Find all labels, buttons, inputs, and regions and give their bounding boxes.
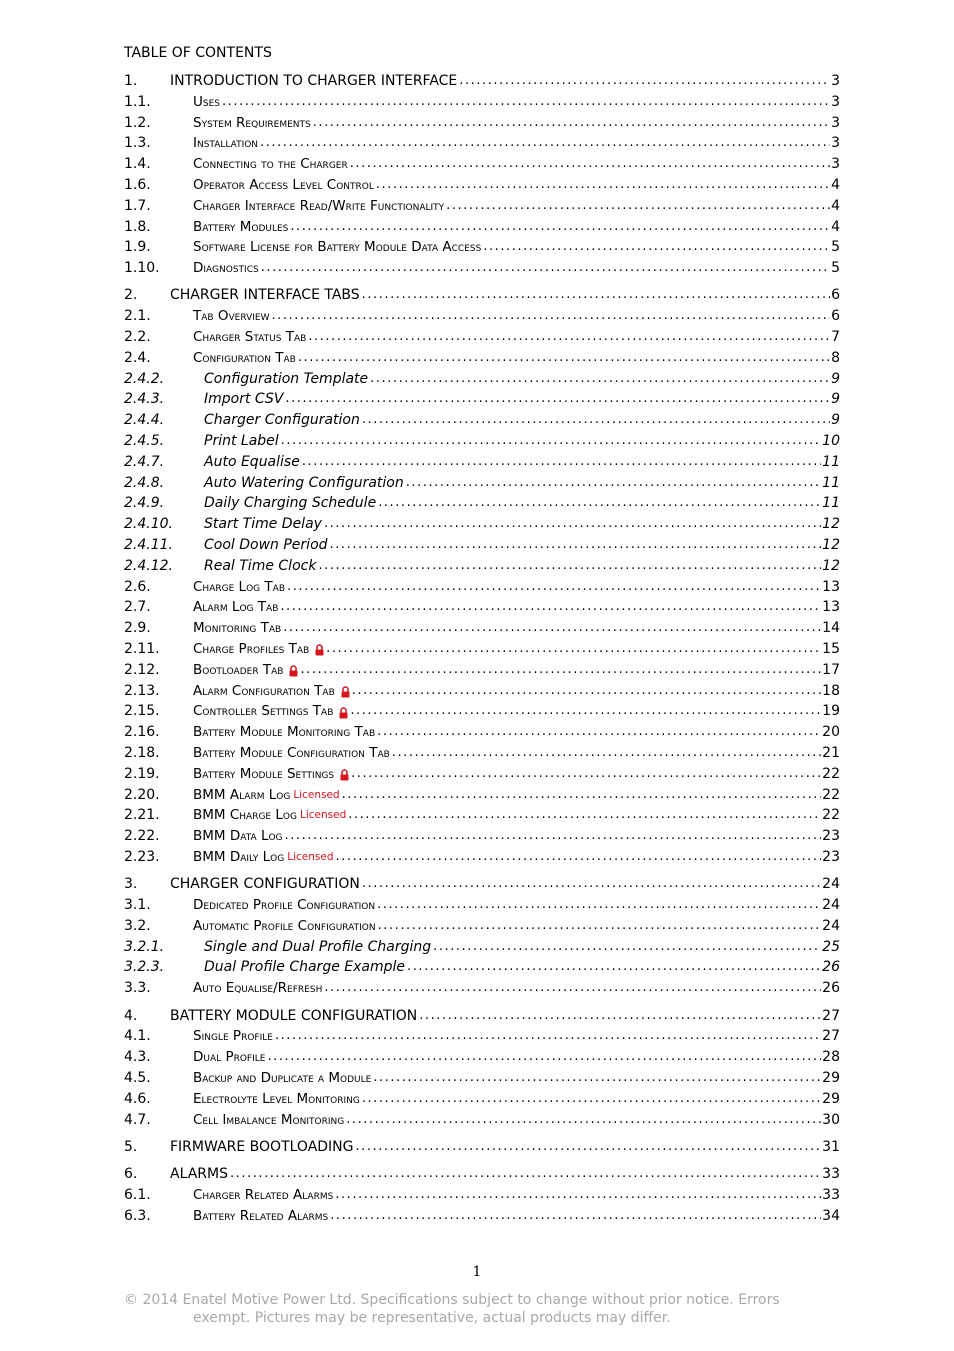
toc-entry[interactable] — [124, 764, 840, 785]
toc-entry[interactable] — [124, 369, 840, 390]
toc-entry-label: Uses — [193, 93, 220, 110]
toc-entry-number: 2.4.10. — [124, 516, 173, 533]
toc-entry-page: 5 — [831, 260, 840, 277]
toc-entry-number: 3.2.3. — [124, 959, 165, 976]
copyright-footer — [124, 1291, 844, 1327]
dot-leader — [283, 618, 821, 639]
dot-leader — [330, 1206, 821, 1227]
toc-entry-number: 2.4.8. — [124, 474, 165, 491]
toc-entry-number: 5. — [124, 1138, 138, 1155]
toc-entry[interactable] — [124, 1006, 840, 1027]
toc-entry-page: 21 — [822, 745, 840, 761]
toc-entry-number: 2.4.11. — [124, 537, 173, 554]
toc-entry[interactable] — [124, 154, 840, 175]
toc-entry-page: 3 — [831, 135, 840, 152]
dot-leader — [346, 1110, 821, 1131]
toc-entry[interactable] — [124, 805, 840, 826]
toc-entry-page: 13 — [822, 599, 840, 616]
toc-entry[interactable] — [124, 514, 840, 535]
toc-entry-number: 2.4. — [124, 349, 151, 366]
dot-leader — [407, 957, 821, 978]
toc-entry[interactable] — [124, 874, 840, 895]
toc-entry[interactable] — [124, 196, 840, 217]
dot-leader — [351, 764, 821, 785]
toc-entry[interactable] — [124, 597, 840, 618]
toc-entry[interactable] — [124, 660, 840, 681]
toc-entry-label: Electrolyte Level Monitoring — [193, 1090, 360, 1107]
toc-entry[interactable] — [124, 701, 840, 722]
toc-entry-label: Charger Interface Read/Write Functionality — [193, 197, 445, 214]
toc-entry[interactable] — [124, 916, 840, 937]
toc-entry[interactable] — [124, 217, 840, 238]
toc-entry-label: INTRODUCTION TO CHARGER INTERFACE — [170, 73, 458, 89]
dot-leader — [362, 410, 830, 431]
toc-entry-number: 1.6. — [124, 176, 151, 193]
toc-entry-label: Auto Equalise/Refresh — [193, 980, 323, 997]
toc-entry-number: 2.11. — [124, 641, 160, 658]
toc-title: TABLE OF CONTENTS — [124, 45, 272, 61]
dot-leader — [222, 92, 830, 113]
toc-entry-page: 24 — [822, 897, 840, 914]
toc-entry-number: 1.3. — [124, 135, 151, 152]
toc-entry-page: 9 — [831, 412, 840, 429]
toc-entry-label: Bootloader Tab — [193, 661, 284, 678]
lock-icon — [289, 663, 298, 675]
toc-entry-number: 4.6. — [124, 1090, 151, 1107]
toc-entry[interactable] — [124, 493, 840, 514]
lock-icon — [339, 705, 348, 717]
dot-leader — [362, 874, 821, 895]
dot-leader — [419, 1006, 821, 1027]
toc-entry-number: 1.8. — [124, 218, 151, 235]
toc-entry-number: 2.4.2. — [124, 370, 165, 387]
dot-leader — [280, 597, 821, 618]
toc-entry-label: Backup and Duplicate a Module — [193, 1069, 372, 1086]
toc-entry-number: 2.20. — [124, 786, 160, 803]
toc-entry-number: 1.1. — [124, 93, 151, 110]
toc-entry-label: Cool Down Period — [204, 537, 328, 554]
toc-entry-page: 5 — [831, 239, 840, 256]
toc-entry-page: 3 — [831, 73, 840, 89]
toc-entry-page: 11 — [822, 495, 840, 512]
toc-entry-label: Print Label — [204, 433, 279, 450]
toc-entry-label: Battery Module Configuration Tab — [193, 745, 390, 761]
toc-entry-label: BMM Data Log — [193, 828, 283, 845]
toc-entry-number: 4.1. — [124, 1028, 151, 1045]
dot-leader — [330, 535, 822, 556]
toc-entry-label: Software License for Battery Module Data Access — [193, 239, 482, 256]
dot-leader — [318, 556, 821, 577]
toc-entry-number: 2.4.5. — [124, 433, 165, 450]
toc-entry-label: Charge Log Tab — [193, 578, 286, 595]
toc-entry[interactable] — [124, 348, 840, 369]
toc-entry-page: 33 — [822, 1186, 840, 1203]
toc-entry-label: Charger Status Tab — [193, 329, 307, 346]
toc-entry-number: 3. — [124, 876, 138, 893]
toc-entry-label: BMM Charge Log — [193, 807, 297, 824]
toc-entry[interactable] — [124, 306, 840, 327]
toc-entry[interactable] — [124, 826, 840, 847]
toc-entry-page: 9 — [831, 370, 840, 387]
lock-icon — [341, 684, 350, 696]
toc-entry-page: 14 — [822, 620, 840, 637]
toc-entry[interactable] — [124, 577, 840, 598]
toc-entry-number: 1.7. — [124, 197, 151, 214]
toc-entry[interactable] — [124, 1206, 840, 1227]
lock-icon — [340, 767, 349, 779]
toc-entry-page: 23 — [822, 828, 840, 845]
toc-entry-number: 2.6. — [124, 578, 151, 595]
toc-entry[interactable] — [124, 535, 840, 556]
dot-leader — [446, 196, 830, 217]
toc-entry-label: Auto Watering Configuration — [204, 474, 404, 491]
dot-leader — [350, 154, 830, 175]
dot-leader — [377, 722, 821, 743]
toc-entry-page: 22 — [822, 786, 840, 803]
toc-entry-page: 29 — [822, 1069, 840, 1086]
toc-entry[interactable] — [124, 978, 840, 999]
toc-entry-label: Battery Module Monitoring Tab — [193, 724, 376, 741]
toc-entry[interactable] — [124, 957, 840, 978]
footer-line-2: exempt. Pictures may be representative, actual products may differ. — [193, 1310, 671, 1326]
toc-entry-label: System Requirements — [193, 114, 311, 131]
toc-entry-page: 23 — [822, 848, 840, 865]
toc-entry[interactable] — [124, 639, 840, 660]
dot-leader — [406, 473, 821, 494]
toc-entry-page: 12 — [822, 516, 840, 533]
toc-entry-label: Dedicated Profile Configuration — [193, 897, 376, 914]
toc-entry-page: 3 — [831, 156, 840, 173]
toc-entry-label: Cell Imbalance Monitoring — [193, 1111, 345, 1128]
toc-entry-number: 4.3. — [124, 1049, 151, 1066]
toc-entry-number: 3.2.1. — [124, 938, 165, 955]
toc-entry-number: 2.4.4. — [124, 412, 165, 429]
toc-entry-page: 26 — [822, 959, 840, 976]
toc-entry-page: 26 — [822, 980, 840, 997]
toc-entry-number: 2.13. — [124, 682, 160, 699]
toc-entry-label: Battery Modules — [193, 218, 289, 235]
toc-entry-page: 33 — [822, 1166, 840, 1183]
dot-leader — [348, 805, 821, 826]
toc-entry[interactable] — [124, 71, 840, 92]
toc-entry-page: 27 — [822, 1007, 840, 1024]
toc-entry[interactable] — [124, 618, 840, 639]
dot-leader — [362, 1089, 821, 1110]
toc-entry[interactable] — [124, 1068, 840, 1089]
toc-entry-page: 19 — [822, 703, 840, 720]
toc-entry[interactable] — [124, 237, 840, 258]
toc-entry-page: 12 — [822, 537, 840, 554]
toc-entry-number: 2.9. — [124, 620, 151, 637]
toc-entry[interactable] — [124, 113, 840, 134]
toc-entry-page: 9 — [831, 391, 840, 408]
dot-leader — [260, 133, 830, 154]
dot-leader — [324, 514, 821, 535]
dot-leader — [308, 327, 830, 348]
toc-entry-label: Tab Overview — [193, 308, 270, 325]
toc-entry[interactable] — [124, 937, 840, 958]
toc-entry-page: 22 — [822, 807, 840, 824]
toc-entry-page: 4 — [831, 176, 840, 193]
toc-entry-number: 6. — [124, 1166, 138, 1183]
toc-entry-number: 2.4.12. — [124, 557, 173, 574]
toc-entry-page: 10 — [822, 433, 840, 450]
toc-entry-label: Monitoring Tab — [193, 620, 282, 637]
toc-entry-page: 27 — [822, 1028, 840, 1045]
table-of-contents — [124, 71, 840, 1227]
toc-entry-number: 3.1. — [124, 897, 151, 914]
toc-entry[interactable] — [124, 1026, 840, 1047]
toc-entry-page: 17 — [822, 661, 840, 678]
dot-leader — [356, 1137, 822, 1158]
toc-entry-number: 2.18. — [124, 745, 160, 761]
toc-entry[interactable] — [124, 722, 840, 743]
toc-entry-page: 22 — [822, 765, 840, 782]
dot-leader — [302, 452, 821, 473]
toc-entry-page: 3 — [831, 93, 840, 110]
toc-entry-label: Real Time Clock — [204, 557, 317, 574]
toc-entry-number: 2.4.3. — [124, 391, 165, 408]
toc-entry-number: 2.22. — [124, 828, 160, 845]
toc-entry-label: CHARGER INTERFACE TABS — [170, 287, 360, 304]
toc-entry-page: 28 — [822, 1049, 840, 1066]
toc-entry-label: BMM Alarm Log — [193, 786, 291, 803]
dot-leader — [281, 431, 822, 452]
toc-entry-number: 1.4. — [124, 156, 151, 173]
toc-entry-label: ALARMS — [170, 1166, 228, 1183]
dot-leader — [433, 937, 821, 958]
toc-entry[interactable] — [124, 1047, 840, 1068]
toc-entry-page: 12 — [822, 557, 840, 574]
licensed-badge: Licensed — [299, 809, 347, 822]
lock-icon — [315, 642, 324, 654]
dot-leader — [376, 175, 830, 196]
toc-entry-label: Daily Charging Schedule — [204, 495, 377, 512]
toc-entry-label: Dual Profile Charge Example — [204, 959, 406, 976]
toc-entry[interactable] — [124, 895, 840, 916]
toc-entry[interactable] — [124, 1164, 840, 1185]
dot-leader — [261, 258, 830, 279]
page-number: 1 — [472, 1264, 482, 1280]
toc-entry-label: Configuration Template — [204, 370, 369, 387]
dot-leader — [377, 895, 821, 916]
toc-entry[interactable] — [124, 847, 840, 868]
dot-leader — [378, 493, 821, 514]
dot-leader — [335, 1185, 821, 1206]
toc-entry[interactable] — [124, 681, 840, 702]
dot-leader — [290, 217, 830, 238]
toc-entry-label: Auto Equalise — [204, 453, 300, 470]
toc-entry-label: Import CSV — [204, 391, 284, 408]
toc-entry-page: 24 — [822, 876, 840, 893]
toc-entry-number: 1.9. — [124, 239, 151, 256]
toc-entry-number: 1. — [124, 73, 138, 89]
toc-entry-number: 1.2. — [124, 114, 151, 131]
toc-entry[interactable] — [124, 473, 840, 494]
toc-entry-label: Dual Profile — [193, 1049, 266, 1066]
toc-entry-number: 2.1. — [124, 308, 151, 325]
toc-entry[interactable] — [124, 1089, 840, 1110]
dot-leader — [272, 306, 831, 327]
toc-entry-page: 4 — [831, 218, 840, 235]
dot-leader — [378, 916, 822, 937]
toc-entry-label: Diagnostics — [193, 260, 259, 277]
toc-entry-label: Automatic Profile Configuration — [193, 917, 376, 934]
toc-entry-label: Installation — [193, 135, 259, 152]
toc-entry[interactable] — [124, 92, 840, 113]
toc-entry-number: 4.5. — [124, 1069, 151, 1086]
dot-leader — [300, 660, 821, 681]
toc-entry-page: 31 — [822, 1138, 840, 1155]
toc-entry-label: Operator Access Level Control — [193, 176, 374, 193]
toc-entry[interactable] — [124, 258, 840, 279]
dot-leader — [285, 826, 822, 847]
toc-entry-label: Single Profile — [193, 1028, 273, 1045]
toc-entry-number: 2.15. — [124, 703, 160, 720]
toc-entry-label: Connecting to the Charger — [193, 156, 348, 173]
toc-entry[interactable] — [124, 285, 840, 306]
toc-entry[interactable] — [124, 431, 840, 452]
toc-entry-label: BATTERY MODULE CONFIGURATION — [170, 1007, 418, 1024]
toc-entry-number: 4. — [124, 1007, 138, 1024]
toc-entry-label: Alarm Configuration Tab — [193, 682, 335, 699]
toc-entry-label: Configuration Tab — [193, 349, 296, 366]
toc-entry[interactable] — [124, 1137, 840, 1158]
toc-entry-label: Charger Configuration — [204, 412, 360, 429]
toc-entry-number: 2.12. — [124, 661, 160, 678]
toc-entry[interactable] — [124, 175, 840, 196]
toc-entry[interactable] — [124, 743, 840, 764]
toc-entry-number: 2.23. — [124, 848, 160, 865]
toc-entry-page: 11 — [822, 474, 840, 491]
toc-entry-page: 20 — [822, 724, 840, 741]
toc-entry-page: 34 — [822, 1207, 840, 1224]
toc-entry-label: Battery Related Alarms — [193, 1207, 329, 1224]
toc-entry-page: 13 — [822, 578, 840, 595]
dot-leader — [336, 847, 822, 868]
toc-entry-number: 3.3. — [124, 980, 151, 997]
dot-leader — [298, 348, 830, 369]
dot-leader — [370, 369, 830, 390]
toc-entry-label: CHARGER CONFIGURATION — [170, 876, 360, 893]
toc-entry-page: 25 — [822, 938, 840, 955]
toc-entry-number: 2.16. — [124, 724, 160, 741]
toc-entry-page: 8 — [831, 349, 840, 366]
dot-leader — [342, 785, 822, 806]
toc-entry[interactable] — [124, 1110, 840, 1131]
dot-leader — [483, 237, 830, 258]
toc-entry[interactable] — [124, 452, 840, 473]
toc-entry-page: 29 — [822, 1090, 840, 1107]
toc-entry-label: Charger Related Alarms — [193, 1186, 334, 1203]
toc-entry-page: 18 — [822, 682, 840, 699]
toc-entry-page: 4 — [831, 197, 840, 214]
dot-leader — [392, 743, 821, 764]
dot-leader — [326, 639, 821, 660]
toc-entry-label: Controller Settings Tab — [193, 703, 334, 720]
dot-leader — [352, 681, 821, 702]
toc-entry-label: Charge Profiles Tab — [193, 641, 310, 658]
toc-entry-page: 30 — [822, 1111, 840, 1128]
toc-entry-label: Alarm Log Tab — [193, 599, 279, 616]
toc-entry-page: 11 — [822, 453, 840, 470]
dot-leader — [373, 1068, 821, 1089]
toc-entry-page: 3 — [831, 114, 840, 131]
toc-entry-number: 4.7. — [124, 1111, 151, 1128]
toc-entry-label: Single and Dual Profile Charging — [204, 938, 432, 955]
toc-entry-number: 2.4.7. — [124, 453, 165, 470]
toc-entry[interactable] — [124, 133, 840, 154]
footer-line-1: © 2014 Enatel Motive Power Ltd. Specifications subject to change without prior notice. Errors — [124, 1292, 780, 1308]
dot-leader — [287, 577, 821, 598]
toc-entry[interactable] — [124, 1185, 840, 1206]
toc-entry-label: Battery Module Settings — [193, 765, 335, 782]
toc-entry-page: 7 — [831, 329, 840, 346]
toc-entry[interactable] — [124, 785, 840, 806]
dot-leader — [313, 113, 830, 134]
toc-entry-number: 2.4.9. — [124, 495, 165, 512]
toc-entry-page: 24 — [822, 917, 840, 934]
toc-entry-page: 15 — [822, 641, 840, 658]
toc-entry-page: 6 — [831, 287, 840, 304]
licensed-badge: Licensed — [287, 850, 334, 863]
dot-leader — [324, 978, 821, 999]
dot-leader — [459, 71, 830, 92]
toc-entry[interactable] — [124, 410, 840, 431]
toc-entry-number: 2. — [124, 287, 138, 304]
toc-entry-number: 1.10. — [124, 260, 160, 277]
toc-entry-number: 2.7. — [124, 599, 151, 616]
dot-leader — [230, 1164, 821, 1185]
toc-entry-page: 6 — [831, 308, 840, 325]
toc-entry-label: FIRMWARE BOOTLOADING — [170, 1138, 354, 1155]
licensed-badge: Licensed — [293, 788, 340, 801]
dot-leader — [350, 701, 821, 722]
toc-entry-label: Start Time Delay — [204, 516, 322, 533]
dot-leader — [267, 1047, 821, 1068]
toc-entry-label: BMM Daily Log — [193, 848, 285, 865]
toc-entry-number: 6.1. — [124, 1186, 151, 1203]
toc-entry-number: 3.2. — [124, 917, 151, 934]
toc-entry-number: 2.21. — [124, 807, 160, 824]
dot-leader — [285, 389, 830, 410]
toc-entry-number: 6.3. — [124, 1207, 151, 1224]
toc-entry[interactable] — [124, 327, 840, 348]
dot-leader — [275, 1026, 821, 1047]
toc-entry-number: 2.19. — [124, 765, 160, 782]
dot-leader — [362, 285, 830, 306]
toc-entry[interactable] — [124, 556, 840, 577]
toc-entry[interactable] — [124, 389, 840, 410]
toc-entry-number: 2.2. — [124, 329, 151, 346]
